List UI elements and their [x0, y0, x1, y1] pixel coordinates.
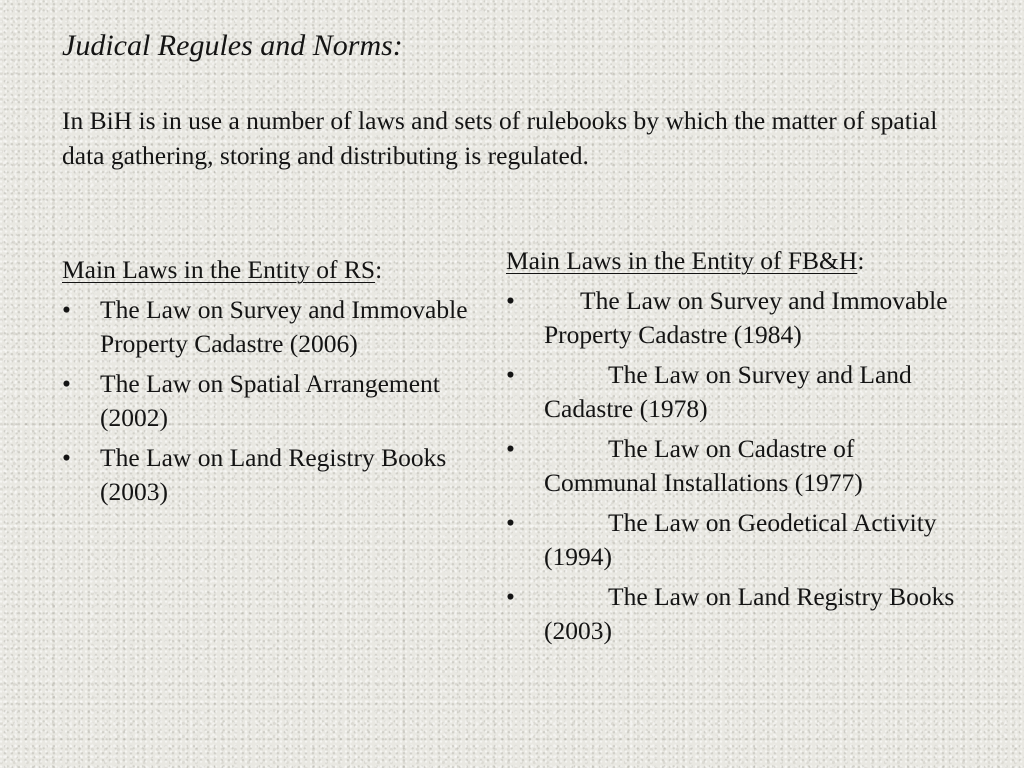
list-item: [506, 432, 956, 500]
list-item: [506, 506, 956, 574]
list-item: [62, 441, 492, 509]
bullet-icon: •: [62, 369, 71, 398]
bullet-icon: •: [506, 434, 515, 463]
law-title: The Law on Geodetical Activity (1994): [544, 508, 937, 571]
bullet-icon: •: [506, 508, 515, 537]
law-title: The Law on Survey and Land Cadastre (1978): [544, 360, 912, 423]
law-title: The Law on Land Registry Books (2003): [544, 582, 955, 645]
title-colon: :: [857, 246, 865, 275]
slide-heading: Judical Regules and Norms:: [62, 29, 403, 62]
list-item: [62, 293, 492, 361]
rs-column-title: [62, 253, 492, 287]
fbh-law-list: [506, 284, 956, 648]
bullet-icon: •: [506, 582, 515, 611]
law-title: The Law on Cadastre of Communal Installations (1977): [544, 434, 863, 497]
rs-column-title-text: Main Laws in the Entity of RS: [62, 255, 376, 284]
bullet-icon: •: [62, 443, 71, 472]
bullet-icon: •: [506, 286, 515, 315]
law-title: The Law on Survey and Immovable Property Cadastre (2006): [100, 295, 468, 358]
law-title: The Law on Survey and Immovable Property Cadastre (1984): [544, 286, 948, 349]
rs-laws-column: [62, 253, 492, 515]
title-colon: :: [375, 255, 383, 284]
law-title: The Law on Spatial Arrangement (2002): [100, 369, 440, 432]
list-item: [506, 358, 956, 426]
list-item: [506, 284, 956, 352]
list-item: [506, 580, 956, 648]
bullet-icon: •: [62, 295, 71, 324]
list-item: [62, 367, 492, 435]
fbh-column-title: [506, 244, 956, 278]
intro-paragraph: In BiH is in use a number of laws and sets of rulebooks by which the matter of spatial data gathering, storing and distributing is regulated.: [62, 106, 938, 170]
law-title: The Law on Land Registry Books (2003): [100, 443, 447, 506]
fbh-column-title-text: Main Laws in the Entity of FB&H: [506, 246, 858, 275]
fbh-laws-column: [506, 244, 956, 654]
bullet-icon: •: [506, 360, 515, 389]
rs-law-list: [62, 293, 492, 509]
